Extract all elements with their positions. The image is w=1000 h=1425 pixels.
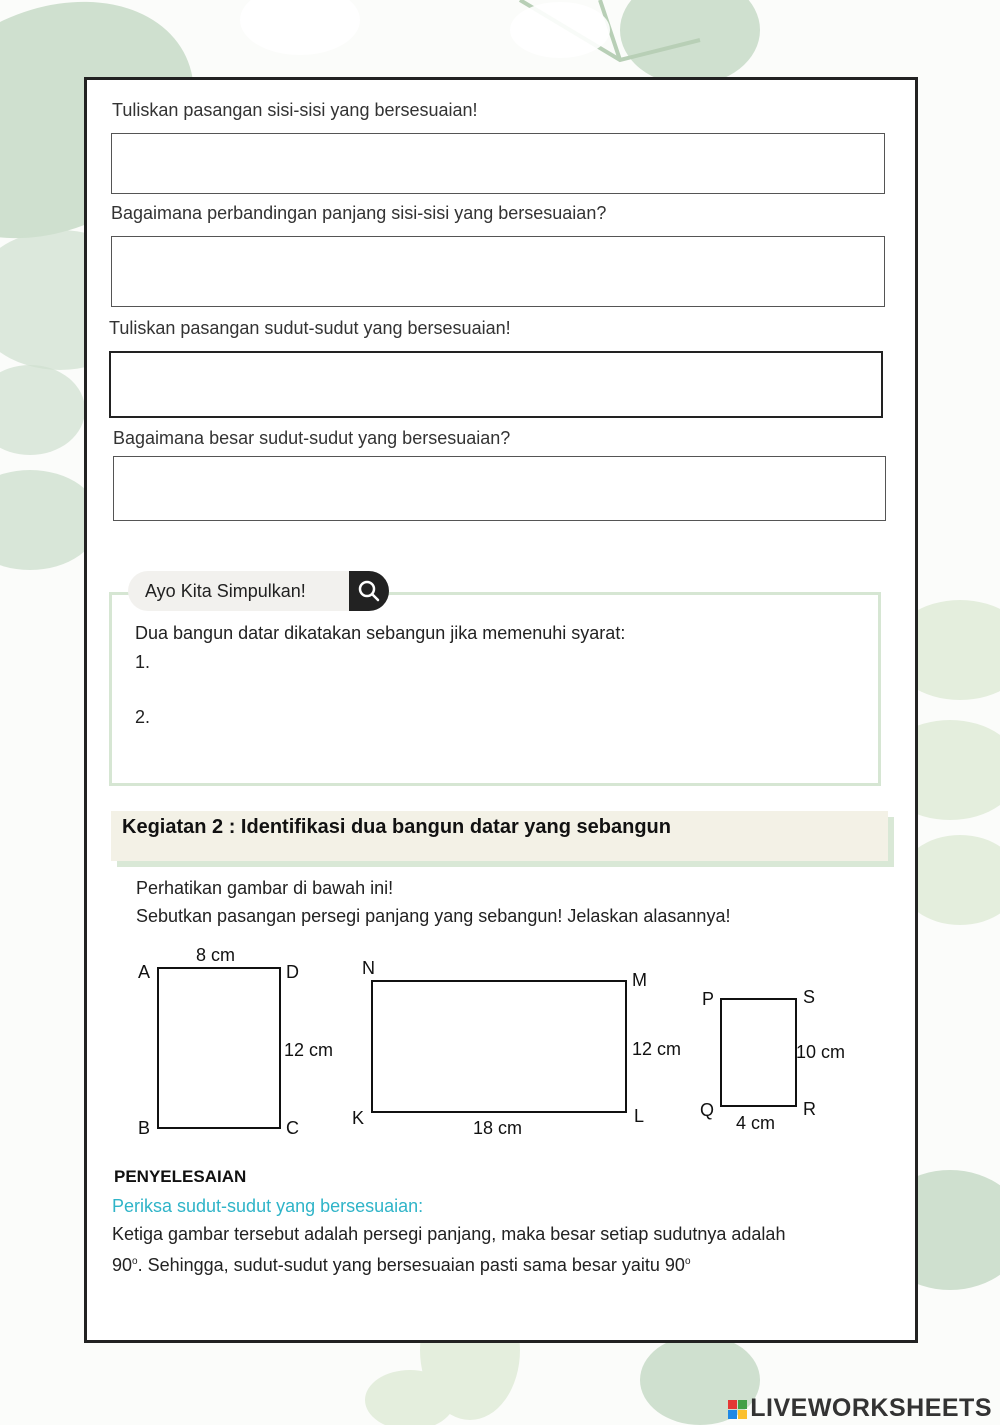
solution-subheading: Periksa sudut-sudut yang bersesuaian: <box>112 1196 424 1216</box>
solution-line-1: Ketiga gambar tersebut adalah persegi panjang, maka besar setiap sudutnya adalah <box>112 1224 786 1244</box>
side-ml-length: 12 cm <box>632 1039 682 1059</box>
question-4-label: Bagaimana besar sudut-sudut yang bersesuaian? <box>113 428 511 448</box>
rectangle-psrq <box>720 998 797 1107</box>
conclusion-item-2: 2. <box>135 707 151 727</box>
vertex-r-label: R <box>803 1099 816 1119</box>
rectangle-nmlk <box>371 980 627 1113</box>
liveworksheets-logo[interactable] <box>728 1394 992 1423</box>
answer-field-4[interactable] <box>113 456 886 521</box>
search-icon <box>349 571 389 611</box>
activity-title: Kegiatan 2 : Identifikasi dua bangun datar yang sebangun <box>122 816 671 838</box>
side-qr-length: 4 cm <box>736 1113 776 1133</box>
vertex-p-label: P <box>702 989 715 1009</box>
angle-value-1: 90 <box>112 1255 133 1275</box>
vertex-a-label: A <box>138 962 151 982</box>
side-sr-length: 10 cm <box>796 1042 846 1062</box>
liveworksheets-logo-icon <box>728 1400 747 1419</box>
degree-symbol-2: o <box>684 1256 691 1267</box>
conclusion-item-1: 1. <box>135 652 151 672</box>
vertex-d-label: D <box>286 962 299 982</box>
brand-name: LIVEWORKSHEETS <box>750 1394 992 1422</box>
vertex-l-label: L <box>634 1106 645 1126</box>
answer-field-3[interactable] <box>109 351 883 418</box>
vertex-b-label: B <box>138 1118 151 1138</box>
conclusion-box <box>109 592 881 786</box>
conclusion-intro: Dua bangun datar dikatakan sebangun jika memenuhi syarat: <box>135 623 626 643</box>
solution-line-2: . Sehingga, sudut-sudut yang bersesuaian pasti sama besar yaitu 90 <box>137 1255 685 1275</box>
rectangle-abcd <box>157 967 281 1129</box>
answer-field-1[interactable] <box>111 133 885 194</box>
side-dc-length: 12 cm <box>284 1040 334 1060</box>
vertex-q-label: Q <box>700 1100 715 1120</box>
vertex-c-label: C <box>286 1118 299 1138</box>
instruction-1: Perhatikan gambar di bawah ini! <box>136 878 394 898</box>
side-kl-length: 18 cm <box>473 1118 523 1138</box>
question-3-label: Tuliskan pasangan sudut-sudut yang bersesuaian! <box>109 318 511 338</box>
conclusion-title: Ayo Kita Simpulkan! <box>128 571 350 611</box>
answer-field-2[interactable] <box>111 236 885 307</box>
question-1-label: Tuliskan pasangan sisi-sisi yang bersesuaian! <box>112 100 478 120</box>
side-ad-length: 8 cm <box>196 945 236 965</box>
vertex-s-label: S <box>803 987 816 1007</box>
solution-text <box>112 1220 902 1279</box>
vertex-n-label: N <box>362 958 375 978</box>
solution-heading: PENYELESAIAN <box>114 1167 247 1186</box>
vertex-m-label: M <box>632 970 647 990</box>
vertex-k-label: K <box>352 1108 365 1128</box>
question-2-label: Bagaimana perbandingan panjang sisi-sisi yang bersesuaian? <box>111 203 607 223</box>
instruction-2: Sebutkan pasangan persegi panjang yang sebangun! Jelaskan alasannya! <box>136 906 731 926</box>
degree-symbol-1: o <box>132 1256 138 1267</box>
